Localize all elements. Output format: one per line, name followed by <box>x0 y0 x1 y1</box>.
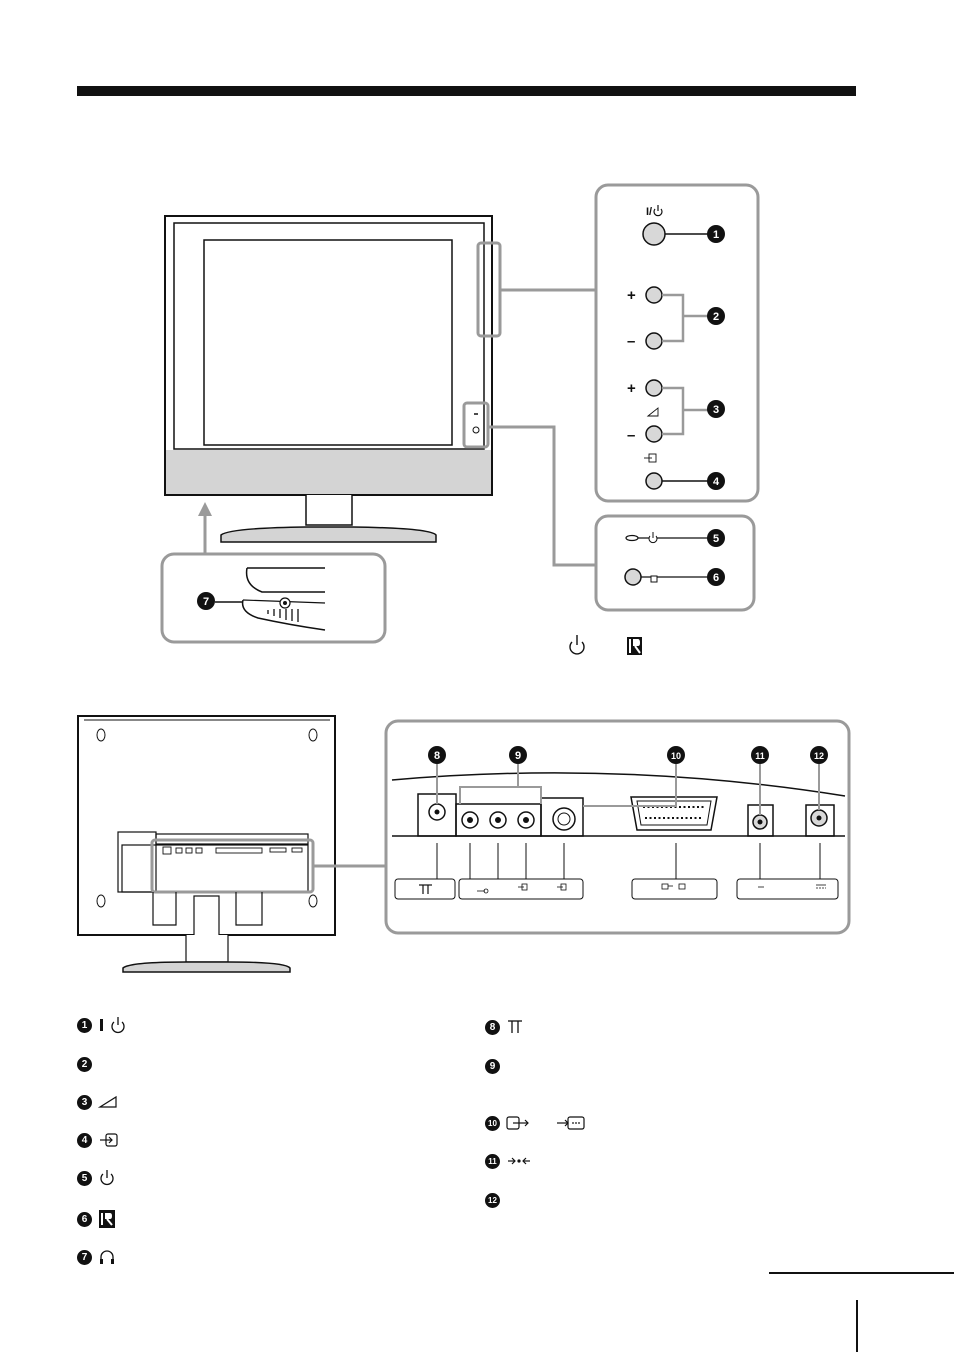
svg-text:+: + <box>627 380 636 397</box>
footer-rule <box>769 1272 954 1274</box>
legend-badge: 12 <box>485 1193 500 1208</box>
legend-item-3 <box>77 1093 120 1111</box>
svg-text:–: – <box>627 427 636 444</box>
legend-badge: 3 <box>77 1095 92 1110</box>
headphones-icon <box>98 1248 116 1266</box>
legend-item-9 <box>485 1057 500 1075</box>
legend-badge: 10 <box>485 1116 500 1131</box>
callout-12: 12 <box>813 751 825 761</box>
legend-item-4 <box>77 1131 120 1149</box>
callout-8: 8 <box>433 750 441 762</box>
callout-11: 11 <box>755 751 765 761</box>
callout-5: 5 <box>712 533 720 545</box>
svg-text:+: + <box>627 287 636 304</box>
legend-badge: 7 <box>77 1250 92 1265</box>
legend-badge: 6 <box>77 1212 92 1227</box>
standby-icon <box>98 1169 116 1187</box>
legend-item-11 <box>485 1152 532 1170</box>
page-edge-rule <box>856 1300 858 1352</box>
legend-badge: 4 <box>77 1133 92 1148</box>
callout-10: 10 <box>670 751 682 761</box>
legend-item-5 <box>77 1169 116 1187</box>
volume-icon <box>98 1093 120 1111</box>
legend-badge: 9 <box>485 1059 500 1074</box>
legend-item-8 <box>485 1018 524 1036</box>
callout-3: 3 <box>712 404 720 416</box>
legend-item-2 <box>77 1055 92 1073</box>
callout-4: 4 <box>712 476 720 488</box>
callout-9: 9 <box>514 750 522 762</box>
scart-in-icon <box>506 1114 532 1132</box>
legend-item-6 <box>77 1210 116 1228</box>
svg-text:I/: I/ <box>646 206 653 218</box>
callout-7: 7 <box>202 596 210 608</box>
callout-1: 1 <box>712 229 720 241</box>
svg-text:–: – <box>627 333 636 350</box>
ir-sensor-icon <box>98 1210 116 1228</box>
scart-out-icon <box>556 1114 586 1132</box>
legend-item-10 <box>485 1114 586 1132</box>
legend-item-12 <box>485 1191 500 1209</box>
legend-badge: 11 <box>485 1154 500 1169</box>
dc-in-icon <box>506 1152 532 1170</box>
legend-badge: 2 <box>77 1057 92 1072</box>
callout-6: 6 <box>712 572 720 584</box>
legend-item-1 <box>77 1016 128 1034</box>
legend-badge: 1 <box>77 1018 92 1033</box>
legend-item-7 <box>77 1248 116 1266</box>
callout-2: 2 <box>712 311 720 323</box>
antenna-icon <box>506 1018 524 1036</box>
legend-badge: 5 <box>77 1171 92 1186</box>
input-icon <box>98 1131 120 1149</box>
legend-badge: 8 <box>485 1020 500 1035</box>
power-switch-icon <box>98 1016 128 1034</box>
